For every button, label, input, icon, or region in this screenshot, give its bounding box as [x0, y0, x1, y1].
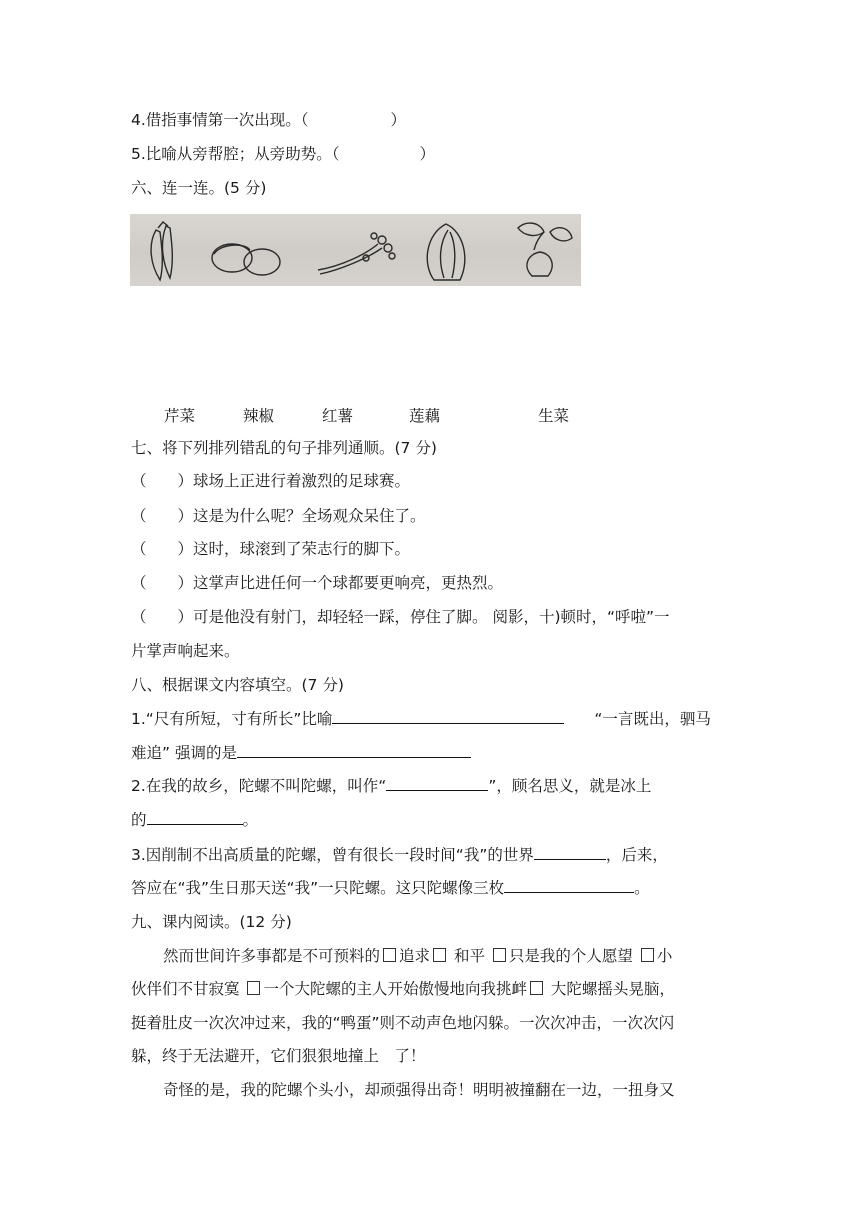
punctuation-box[interactable]: [383, 948, 396, 962]
fill-question-3-cont: 答应在“我”生日那天送“我”一只陀螺。这只陀螺像三枚 。: [131, 879, 650, 897]
answer-blank[interactable]: [386, 775, 488, 791]
fill-question-1: 1.“尺有所短，寸有所长”比喻 “一言既出，驷马: [131, 710, 711, 728]
answer-blank[interactable]: [237, 742, 471, 758]
reading-paragraph-line: 奇怪的是，我的陀螺个头小，却顽强得出奇！明明被撞翻在一边，一扭身又: [163, 1081, 675, 1099]
answer-blank[interactable]: [332, 708, 564, 724]
reading-paragraph-line: 挺着肚皮一次次冲过来，我的“鸭蛋”则不动声色地闪躲。一次次冲击，一次次闪: [131, 1014, 675, 1032]
order-paren[interactable]: （ ）: [131, 472, 194, 490]
fill-question-2-cont: 的 。: [131, 811, 259, 829]
reading-paragraph-line: 伙伴们不甘寂寞 一个大陀螺的主人开始傲慢地向我挑衅 大陀螺摇头晃脑，: [131, 980, 675, 998]
order-paren[interactable]: （ ）: [131, 507, 194, 525]
question-item-5: 5.比喻从旁帮腔；从旁助势。（ ）: [131, 145, 436, 163]
vegetable-label: 辣椒: [243, 407, 275, 425]
vegetable-label: 生菜: [538, 407, 570, 425]
section-heading-7: 七、将下列排列错乱的句子排列通顺。(7 分): [131, 439, 437, 457]
vegetable-label: 莲藕: [409, 407, 441, 425]
lotus-root-drawing: [212, 244, 280, 275]
ordering-item: （ ）可是他没有射门，却轻轻一踩，停住了脚。 阅影，十)顿时，“呼啦”一: [131, 608, 670, 626]
section-heading-9: 九、课内阅读。(12 分): [131, 913, 292, 931]
reading-paragraph-line: 躲，终于无法避开，它们狠狠地撞上 了！: [131, 1047, 426, 1065]
lettuce-drawing: [427, 224, 465, 280]
order-paren[interactable]: （ ）: [131, 608, 194, 626]
vegetable-label: 芹菜: [164, 407, 196, 425]
vegetable-label: 红薯: [322, 407, 354, 425]
order-paren[interactable]: （ ）: [131, 574, 194, 592]
punctuation-box[interactable]: [247, 981, 260, 995]
sweet-potato-drawing: [518, 223, 572, 276]
section-heading-8: 八、根据课文内容填空。(7 分): [131, 676, 344, 694]
celery-drawing: [318, 233, 395, 274]
fill-question-2: 2.在我的故乡，陀螺不叫陀螺，叫作“ ”，顾名思义，就是冰上: [131, 777, 652, 795]
vegetable-drawings: [130, 214, 581, 286]
reading-paragraph-line: 然而世间许多事都是不可预料的 追求 和平 只是我的个人愿望 小: [163, 947, 673, 965]
ordering-item-continuation: 片掌声响起来。: [131, 642, 240, 660]
ordering-item: （ ）这是为什么呢？全场观众呆住了。: [131, 507, 426, 525]
punctuation-box[interactable]: [641, 948, 654, 962]
fill-question-3: 3.因削制不出高质量的陀螺，曾有很长一段时间“我”的世界 ，后来，: [131, 846, 668, 864]
vegetable-illustration: [130, 214, 581, 286]
order-paren[interactable]: （ ）: [131, 540, 194, 558]
fill-question-1-cont: 难追” 强调的是: [131, 742, 471, 764]
answer-blank[interactable]: [534, 844, 606, 860]
answer-blank[interactable]: [147, 809, 243, 825]
punctuation-box[interactable]: [493, 948, 506, 962]
question-item-4: 4.借指事情第一次出现。（ ）: [131, 111, 407, 129]
ordering-item: （ ）这时，球滚到了荣志行的脚下。: [131, 540, 411, 558]
ordering-item: （ ）球场上正进行着激烈的足球赛。: [131, 472, 411, 490]
punctuation-box[interactable]: [433, 948, 446, 962]
answer-blank[interactable]: [504, 877, 634, 893]
section-heading-6: 六、连一连。(5 分): [131, 179, 267, 197]
ordering-item: （ ）这掌声比进任何一个球都要更响亮，更热烈。: [131, 574, 504, 592]
chili-pepper-drawing: [151, 222, 172, 280]
punctuation-box[interactable]: [530, 981, 543, 995]
